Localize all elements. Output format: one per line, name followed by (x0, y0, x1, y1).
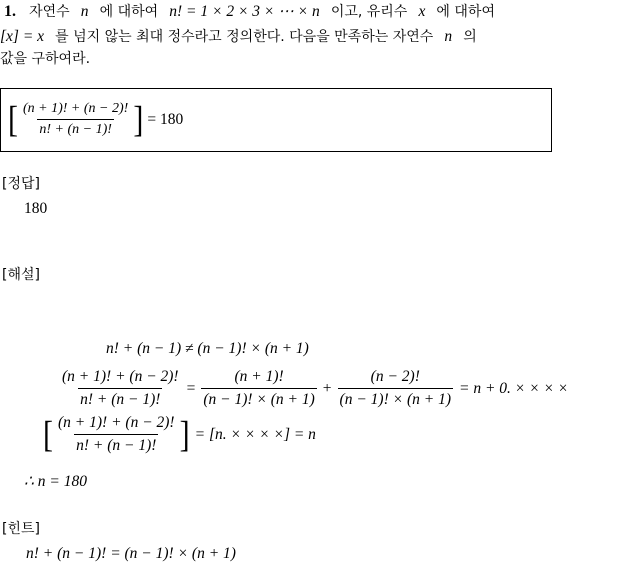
text: 이고, 유리수 (330, 4, 408, 20)
plus-sign: + (322, 379, 332, 397)
problem-number: 1. (4, 3, 16, 20)
text: 에 대하여 (99, 4, 159, 20)
solution-label: [해설] (2, 267, 40, 283)
equals-180: = 180 (147, 110, 184, 128)
numerator: (n + 1)! + (n − 2)! (58, 414, 175, 431)
equals-sign: = (186, 379, 196, 397)
answer-label: [정답] (2, 176, 40, 192)
fraction (338, 368, 453, 409)
text: 에 대하여 (436, 4, 495, 20)
problem-line-3: 값을 구하여라. (0, 51, 91, 67)
text: 자연수 (29, 4, 70, 20)
text: 를 넘지 않는 최대 정수라고 정의한다. 다음을 만족하는 자연수 (55, 29, 434, 45)
denominator: n! + (n − 1)! (78, 388, 162, 409)
factorial-def: n! = 1 × 2 × 3 × ⋯ × n (169, 3, 320, 20)
equation-box (0, 88, 552, 152)
text: 의 (463, 29, 477, 45)
right-bracket: ] (179, 413, 190, 455)
numerator: (n + 1)! (234, 368, 284, 385)
var-x: x (418, 3, 426, 20)
floor-def: [x] = x (0, 28, 45, 45)
left-bracket: [ (43, 413, 53, 455)
right-bracket: ] (133, 98, 144, 140)
fraction (21, 101, 130, 138)
denominator: n! + (n − 1)! (37, 119, 114, 138)
hint-formula: n! + (n − 1)! = (n − 1)! × (n + 1) (26, 545, 236, 562)
solution-conclusion (24, 471, 87, 493)
hint-equation (26, 543, 236, 565)
solution-eq-3 (42, 414, 316, 455)
denominator: (n − 1)! × (n + 1) (338, 388, 453, 409)
therefore-n: ∴ n = 180 (24, 473, 87, 490)
fraction (60, 368, 181, 409)
rhs: = n + 0. × × × × (458, 379, 569, 397)
rhs: = [n. × × × ×] = n (194, 425, 316, 443)
boxed-equation (7, 98, 184, 140)
numerator: (n + 1)! + (n − 2)! (62, 368, 179, 385)
inequality: n! + (n − 1) ≠ (n − 1)! × (n + 1) (106, 340, 309, 357)
fraction (201, 368, 316, 409)
denominator: (n − 1)! × (n + 1) (201, 388, 316, 409)
problem-line-2 (0, 25, 477, 47)
fraction (56, 414, 177, 455)
hint-label: [힌트] (2, 521, 40, 537)
denominator: n! + (n − 1)! (74, 434, 158, 455)
problem-line-1 (4, 0, 495, 22)
numerator: (n − 2)! (370, 368, 420, 385)
var-n: n (444, 28, 453, 45)
solution-eq-1 (106, 338, 309, 360)
answer-value: 180 (24, 200, 48, 217)
left-bracket: [ (8, 98, 18, 140)
var-n: n (80, 3, 89, 20)
numerator: (n + 1)! + (n − 2)! (23, 101, 129, 116)
solution-eq-2 (58, 368, 568, 409)
